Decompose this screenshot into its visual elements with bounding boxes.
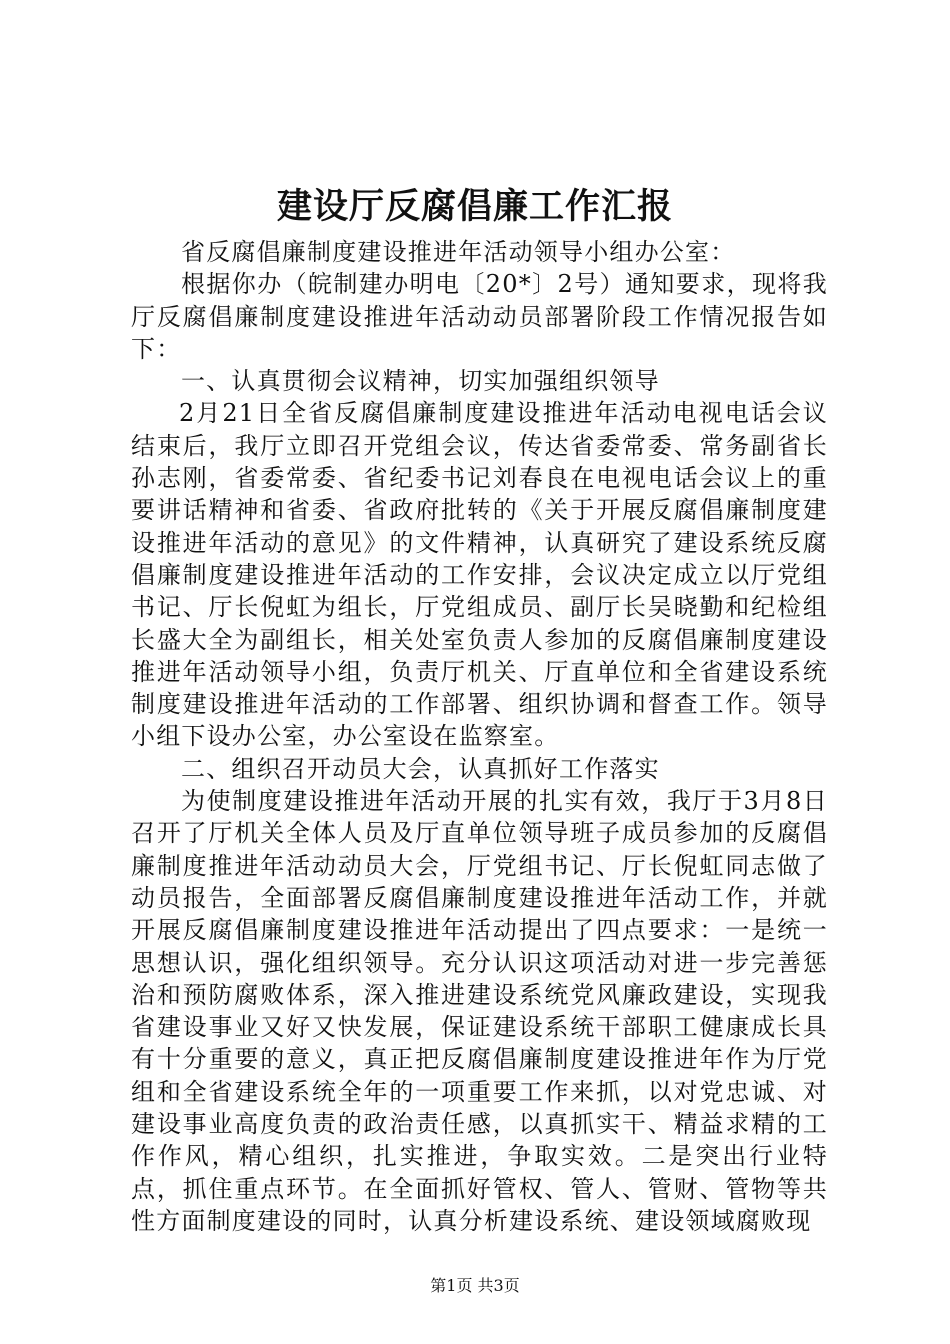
section-heading-1: 一、认真贯彻会议精神，切实加强组织领导 [181,367,660,396]
document-body [131,236,828,1237]
paragraph-section-1: 2月21日全省反腐倡廉制度建设推进年活动电视电话会议结束后，我厅立即召开党组会议，传达省委常委、常务副省长孙志刚，省委常委、省纪委书记刘春良在电视电话会议上的重要讲话精神和省委、省政府批转的《关于开展反腐倡廉制度建设推进年活动的意见》的文件精神，认真研究了建设系统反腐倡廉制度建设推进年活动的工作安排，会议决定成立以厅党组书记、厅长倪虹为组长，厅党组成员、副厅长吴晓勤和纪检组长盛大全为副组长，相关处室负责人参加的反腐倡廉制度建设推进年活动领导小组，负责厅机关、厅直单位和全省建设系统制度建设推进年活动的工作部署、组织协调和督查工作。领导小组下设办公室，办公室设在监察室。 [131,399,828,751]
paragraph-section-2: 为使制度建设推进年活动开展的扎实有效，我厅于3月8日召开了厅机关全体人员及厅直单位领导班子成员参加的反腐倡廉制度推进年活动动员大会，厅党组书记、厅长倪虹同志做了动员报告，全面部署反腐倡廉制度建设推进年活动工作，并就开展反腐倡廉制度建设推进年活动提出了四点要求：一是统一思想认识，强化组织领导。充分认识这项活动对进一步完善惩治和预防腐败体系，深入推进建设系统党风廉政建设，实现我省建设事业又好又快发展，保证建设系统干部职工健康成长具有十分重要的意义，真正把反腐倡廉制度建设推进年作为厅党组和全省建设系统全年的一项重要工作来抓，以对党忠诚、对建设事业高度负责的政治责任感，以真抓实干、精益求精的工作作风，精心组织，扎实推进，争取实效。二是突出行业特点，抓住重点环节。在全面抓好管权、管人、管财、管物等共性方面制度建设的同时，认真分析建设系统、建设领域腐败现 [131,787,828,1235]
document-title: 建设厅反腐倡廉工作汇报 [276,186,673,227]
page-number: 第1页 共3页 [430,1276,520,1295]
section-heading-2: 二、组织召开动员大会，认真抓好工作落实 [181,754,660,783]
paragraph-intro: 根据你办（皖制建办明电〔20*〕2号）通知要求，现将我厅反腐倡廉制度建设推进年活动动员部署阶段工作情况报告如下： [131,270,828,363]
salutation: 省反腐倡廉制度建设推进年活动领导小组办公室： [181,238,736,266]
